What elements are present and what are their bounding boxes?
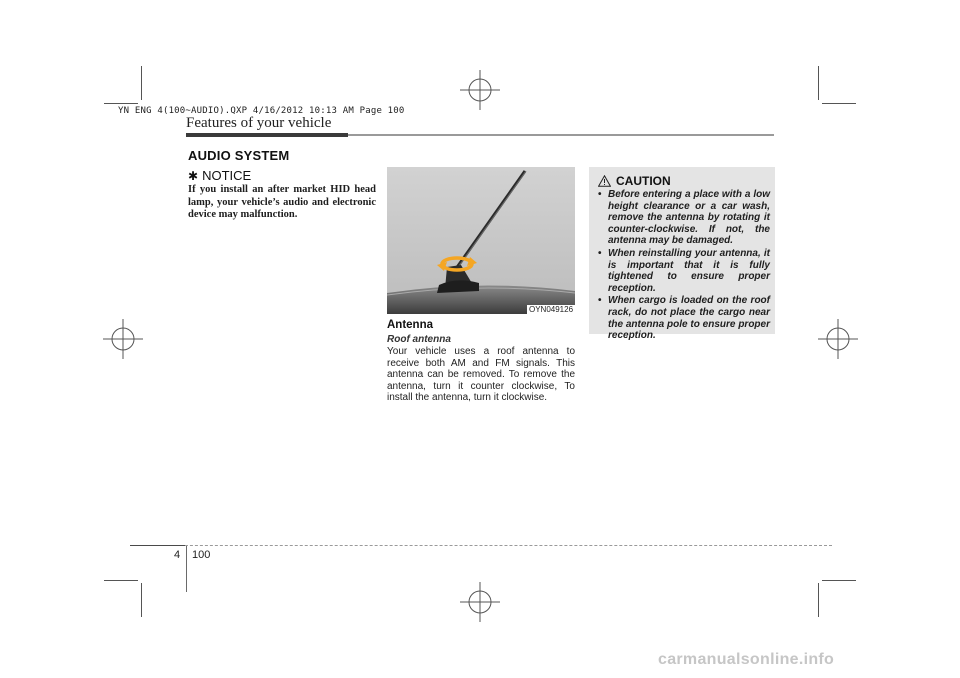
caution-heading <box>598 174 671 188</box>
caution-title: CAUTION <box>616 174 671 188</box>
page-heading: AUDIO SYSTEM <box>188 148 290 163</box>
caution-item: • When reinstalling your antenna, it is important that it is fully tightened to ensure proper reception. <box>598 248 770 294</box>
watermark: carmanualsonline.info <box>658 651 835 668</box>
notice-title: NOTICE <box>202 168 252 183</box>
caution-item: • Before entering a place with a low height clearance or a car wash, remove the antenna by rotating it counter-clockwise. If not, the antenna may be damaged. <box>598 189 770 247</box>
page-number: 100 <box>192 549 211 561</box>
caution-item: • When cargo is loaded on the roof rack, do not place the cargo near the antenna pole to ensure proper reception. <box>598 295 770 341</box>
roof-antenna-illustration <box>387 167 575 314</box>
registration-mark-top-icon <box>460 70 500 110</box>
caution-list <box>598 189 770 343</box>
figure-code: OYN049126 <box>529 305 574 314</box>
antenna-text: Your vehicle uses a roof antenna to receive both AM and FM signals. This antenna can be removed. To remove the antenna, turn it counter clockwise, To install the antenna, turn it clockwise. <box>387 346 575 403</box>
antenna-heading: Antenna <box>387 319 433 331</box>
roof-antenna-photo <box>387 167 575 314</box>
notice-star-icon: ✱ <box>188 168 199 183</box>
antenna-subheading: Roof antenna <box>387 334 451 345</box>
registration-mark-left-icon <box>103 319 143 359</box>
footer-rule-accent <box>130 545 185 546</box>
registration-mark-right-icon <box>818 319 858 359</box>
notice-heading <box>188 168 251 183</box>
print-slug: YN ENG 4(100~AUDIO).QXP 4/16/2012 10:13 AM Page 100 <box>118 106 405 116</box>
warning-triangle-icon <box>598 175 611 187</box>
title-rule-accent <box>186 133 348 137</box>
notice-text: If you install an after market HID head lamp, your vehicle’s audio and electronic device may malfunction. <box>188 184 376 220</box>
section-title: Features of your vehicle <box>186 115 332 131</box>
footer-rule <box>130 545 832 546</box>
registration-mark-bottom-icon <box>460 582 500 622</box>
chapter-number: 4 <box>174 549 181 561</box>
page-number-divider <box>186 546 187 592</box>
